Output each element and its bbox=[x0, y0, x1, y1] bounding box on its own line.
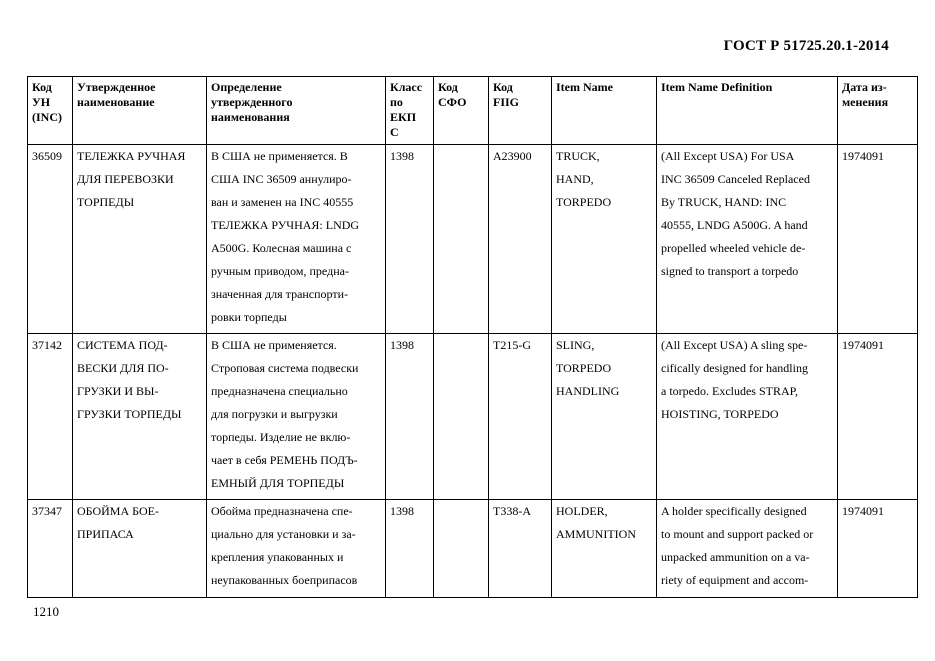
col-header-item-definition: Item Name Definition bbox=[657, 77, 838, 145]
cell-inc: 37347 bbox=[28, 500, 73, 598]
page-number: 1210 bbox=[33, 604, 59, 619]
cell-class: 1398 bbox=[386, 145, 434, 334]
cell-class: 1398 bbox=[386, 500, 434, 598]
table-row bbox=[28, 145, 918, 334]
cell-approved-name: СИСТЕМА ПОД- ВЕСКИ ДЛЯ ПО- ГРУЗКИ И ВЫ- ГРУЗКИ ТОРПЕДЫ bbox=[73, 334, 207, 500]
cell-definition: В США не применяется. Строповая система подвески предназначена специально для погрузки и выгрузки торпеды. Изделие не вклю- чает в себя РЕМЕНЬ ПОДЪ- ЕМНЫЙ ДЛЯ ТОРПЕДЫ bbox=[207, 334, 386, 500]
nomenclature-table bbox=[27, 76, 918, 598]
col-header-class: Класс по ЕКП С bbox=[386, 77, 434, 145]
cell-item-name: HOLDER, AMMUNITION bbox=[552, 500, 657, 598]
cell-inc: 36509 bbox=[28, 145, 73, 334]
col-header-approved-name: Утвержденное наименование bbox=[73, 77, 207, 145]
cell-item-definition: A holder specifically designed to mount and support packed or unpacked ammunition on a va- riety of equipment and accom- bbox=[657, 500, 838, 598]
col-header-inc: Код УН (INC) bbox=[28, 77, 73, 145]
cell-change-date: 1974091 bbox=[838, 334, 918, 500]
cell-item-name: SLING, TORPEDO HANDLING bbox=[552, 334, 657, 500]
cell-item-definition: (All Except USA) A sling spe- cifically designed for handling a torpedo. Excludes STRAP, HOISTING, TORPEDO bbox=[657, 334, 838, 500]
col-header-definition: Определение утвержденного наименования bbox=[207, 77, 386, 145]
cell-inc: 37142 bbox=[28, 334, 73, 500]
cell-change-date: 1974091 bbox=[838, 500, 918, 598]
cell-sfo bbox=[434, 334, 489, 500]
cell-item-definition: (All Except USA) For USA INC 36509 Canceled Replaced By TRUCK, HAND: INC 40555, LNDG A500G. A hand propelled wheeled vehicle de- signed to transport a torpedo bbox=[657, 145, 838, 334]
cell-class: 1398 bbox=[386, 334, 434, 500]
cell-sfo bbox=[434, 500, 489, 598]
cell-sfo bbox=[434, 145, 489, 334]
table-row bbox=[28, 334, 918, 500]
cell-definition: Обойма предназначена спе- циально для установки и за- крепления упакованных и неупакованных боеприпасов bbox=[207, 500, 386, 598]
col-header-sfo: Код СФО bbox=[434, 77, 489, 145]
cell-fiig: T215-G bbox=[489, 334, 552, 500]
table-header-row bbox=[28, 77, 918, 145]
table-row bbox=[28, 500, 918, 598]
col-header-fiig: Код FIIG bbox=[489, 77, 552, 145]
document-header: ГОСТ Р 51725.20.1-2014 bbox=[723, 38, 889, 54]
cell-fiig: T338-A bbox=[489, 500, 552, 598]
cell-approved-name: ОБОЙМА БОЕ- ПРИПАСА bbox=[73, 500, 207, 598]
col-header-item-name: Item Name bbox=[552, 77, 657, 145]
cell-approved-name: ТЕЛЕЖКА РУЧНАЯ ДЛЯ ПЕРЕВОЗКИ ТОРПЕДЫ bbox=[73, 145, 207, 334]
cell-change-date: 1974091 bbox=[838, 145, 918, 334]
cell-definition: В США не применяется. В США INC 36509 аннулиро- ван и заменен на INC 40555 ТЕЛЕЖКА РУЧНАЯ: LNDG A500G. Колесная машина с ручным приводом, предна- значенная для транспорти- ровки торпеды bbox=[207, 145, 386, 334]
cell-fiig: A23900 bbox=[489, 145, 552, 334]
col-header-change-date: Дата из- менения bbox=[838, 77, 918, 145]
cell-item-name: TRUCK, HAND, TORPEDO bbox=[552, 145, 657, 334]
